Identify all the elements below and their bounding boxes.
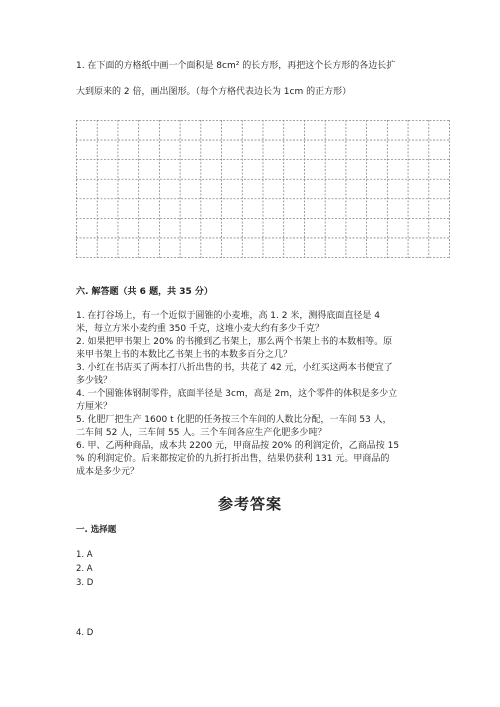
problem-2-line-1: 2. 如果把甲书架上 20% 的书搬到乙书架上，那么两个书架上书的本数相等。原 [76, 337, 393, 347]
problem-list [76, 310, 436, 479]
problem-6-line-1: 6. 甲、乙两种商品，成本共 2200 元，甲商品按 20% 的利润定价，乙商品按 15 [76, 441, 400, 451]
problem-4-line-1: 4. 一个圆锥体钢制零件，底面半径是 3cm，高是 2m，这个零件的体积是多少立 [76, 389, 398, 399]
answer-item-2: 2. A [76, 564, 93, 574]
section6-heading: 六. 解答题（共 6 题，共 35 分） [76, 287, 213, 297]
q1-line1: 1. 在下面的方格纸中画一个面积是 8cm² 的长方形，再把这个长方形的各边长扩 [76, 61, 396, 71]
problem-5-line-2: 二车间 52 人，三车间 55 人。三个车间各应生产化肥多少吨？ [76, 428, 327, 438]
grid-svg [76, 120, 450, 258]
problem-2-line-2: 来甲书架上书的本数比乙书架上书的本数多百分之几？ [76, 350, 293, 360]
problem-3-line-2: 多少钱？ [76, 376, 113, 386]
q1-line2: 大到原来的 2 倍，画出图形。（每个方格代表边长为 1cm 的正方形） [76, 87, 352, 97]
answer-item-1: 1. A [76, 550, 93, 560]
problem-4-line-2: 方厘米？ [76, 402, 113, 412]
problem-3-line-1: 3. 小红在书店买了两本打八折出售的书，共花了 42 元，小红买这两本书便宜了 [76, 363, 393, 373]
problem-1-line-1: 1. 在打谷场上，有一个近似于圆锥的小麦堆，高 1. 2 米，测得底面直径是 4 [76, 311, 380, 321]
answer-item-3: 3. D [76, 578, 94, 588]
problem-1-line-2: 米，每立方米小麦约重 350 千克，这堆小麦大约有多少千克？ [76, 324, 324, 334]
answers-title: 参考答案 [218, 495, 283, 513]
problem-5-line-1: 5. 化肥厂把生产 1600 t 化肥的任务按三个车间的人数比分配，一车间 53 人， [76, 415, 392, 425]
grid-paper [76, 120, 450, 258]
problem-6-line-2: % 的利润定价。后来都按定价的九折打折出售，结果仍获利 131 元。甲商品的 [76, 454, 390, 464]
answer-item-4: 4. D [76, 628, 94, 638]
answers-section-heading: 一. 选择题 [76, 525, 117, 535]
problem-6-line-3: 成本是多少元？ [76, 467, 140, 477]
